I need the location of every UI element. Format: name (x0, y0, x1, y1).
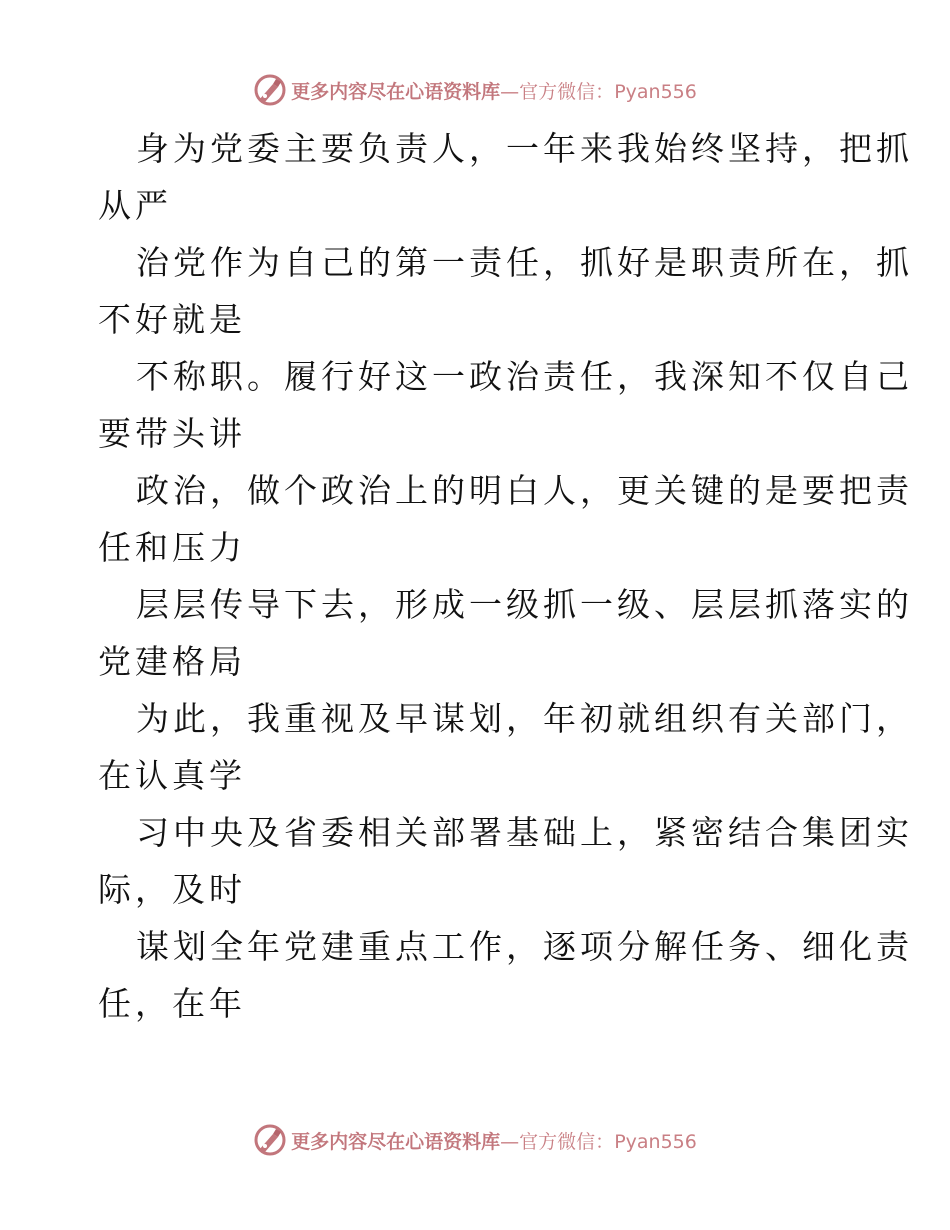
paragraph (98, 918, 913, 1032)
watermark-official-label: 官方微信： (519, 1130, 615, 1153)
paragraph-line: 层层传导下去，形成一级抓一级、层层抓落实的 (136, 585, 913, 624)
paragraph-line: 任，在年 (98, 984, 246, 1023)
watermark-text (291, 1127, 697, 1154)
paragraph (98, 462, 913, 576)
paragraph (98, 120, 913, 234)
paragraph-line: 为此，我重视及早谋划，年初就组织有关部门， (136, 699, 913, 738)
watermark-main-text: 更多内容尽在心语资料库 (291, 1130, 501, 1153)
pen-logo-icon (253, 73, 287, 107)
watermark-dash: — (500, 1130, 520, 1153)
watermark-dash: — (500, 80, 520, 103)
document-body (98, 120, 913, 1032)
paragraph-line: 政治，做个政治上的明白人，更关键的是要把责 (136, 471, 913, 510)
paragraph-line: 习中央及省委相关部署基础上，紧密结合集团实 (136, 813, 913, 852)
paragraph-line: 不好就是 (98, 300, 246, 339)
paragraph-line: 党建格局 (98, 642, 246, 681)
paragraph-line: 从严 (98, 186, 172, 225)
paragraph-line: 身为党委主要负责人，一年来我始终坚持，把抓 (136, 129, 913, 168)
pen-logo-icon (253, 1123, 287, 1157)
paragraph-line: 在认真学 (98, 756, 246, 795)
paragraph-line: 际，及时 (98, 870, 246, 909)
paragraph-line: 不称职。履行好这一政治责任，我深知不仅自己 (136, 357, 913, 396)
footer-watermark (0, 1120, 950, 1160)
paragraph-line: 谋划全年党建重点工作，逐项分解任务、细化责 (136, 927, 913, 966)
watermark-text (291, 77, 697, 104)
header-watermark (0, 70, 950, 110)
paragraph (98, 804, 913, 918)
paragraph-line: 要带头讲 (98, 414, 246, 453)
watermark-wechat-id: Pyan556 (614, 80, 697, 103)
paragraph-line: 治党作为自己的第一责任，抓好是职责所在，抓 (136, 243, 913, 282)
paragraph (98, 690, 913, 804)
watermark-wechat-id: Pyan556 (614, 1130, 697, 1153)
watermark-official-label: 官方微信： (519, 80, 615, 103)
paragraph-line: 任和压力 (98, 528, 246, 567)
watermark-main-text: 更多内容尽在心语资料库 (291, 80, 501, 103)
paragraph (98, 348, 913, 462)
paragraph (98, 576, 913, 690)
paragraph (98, 234, 913, 348)
